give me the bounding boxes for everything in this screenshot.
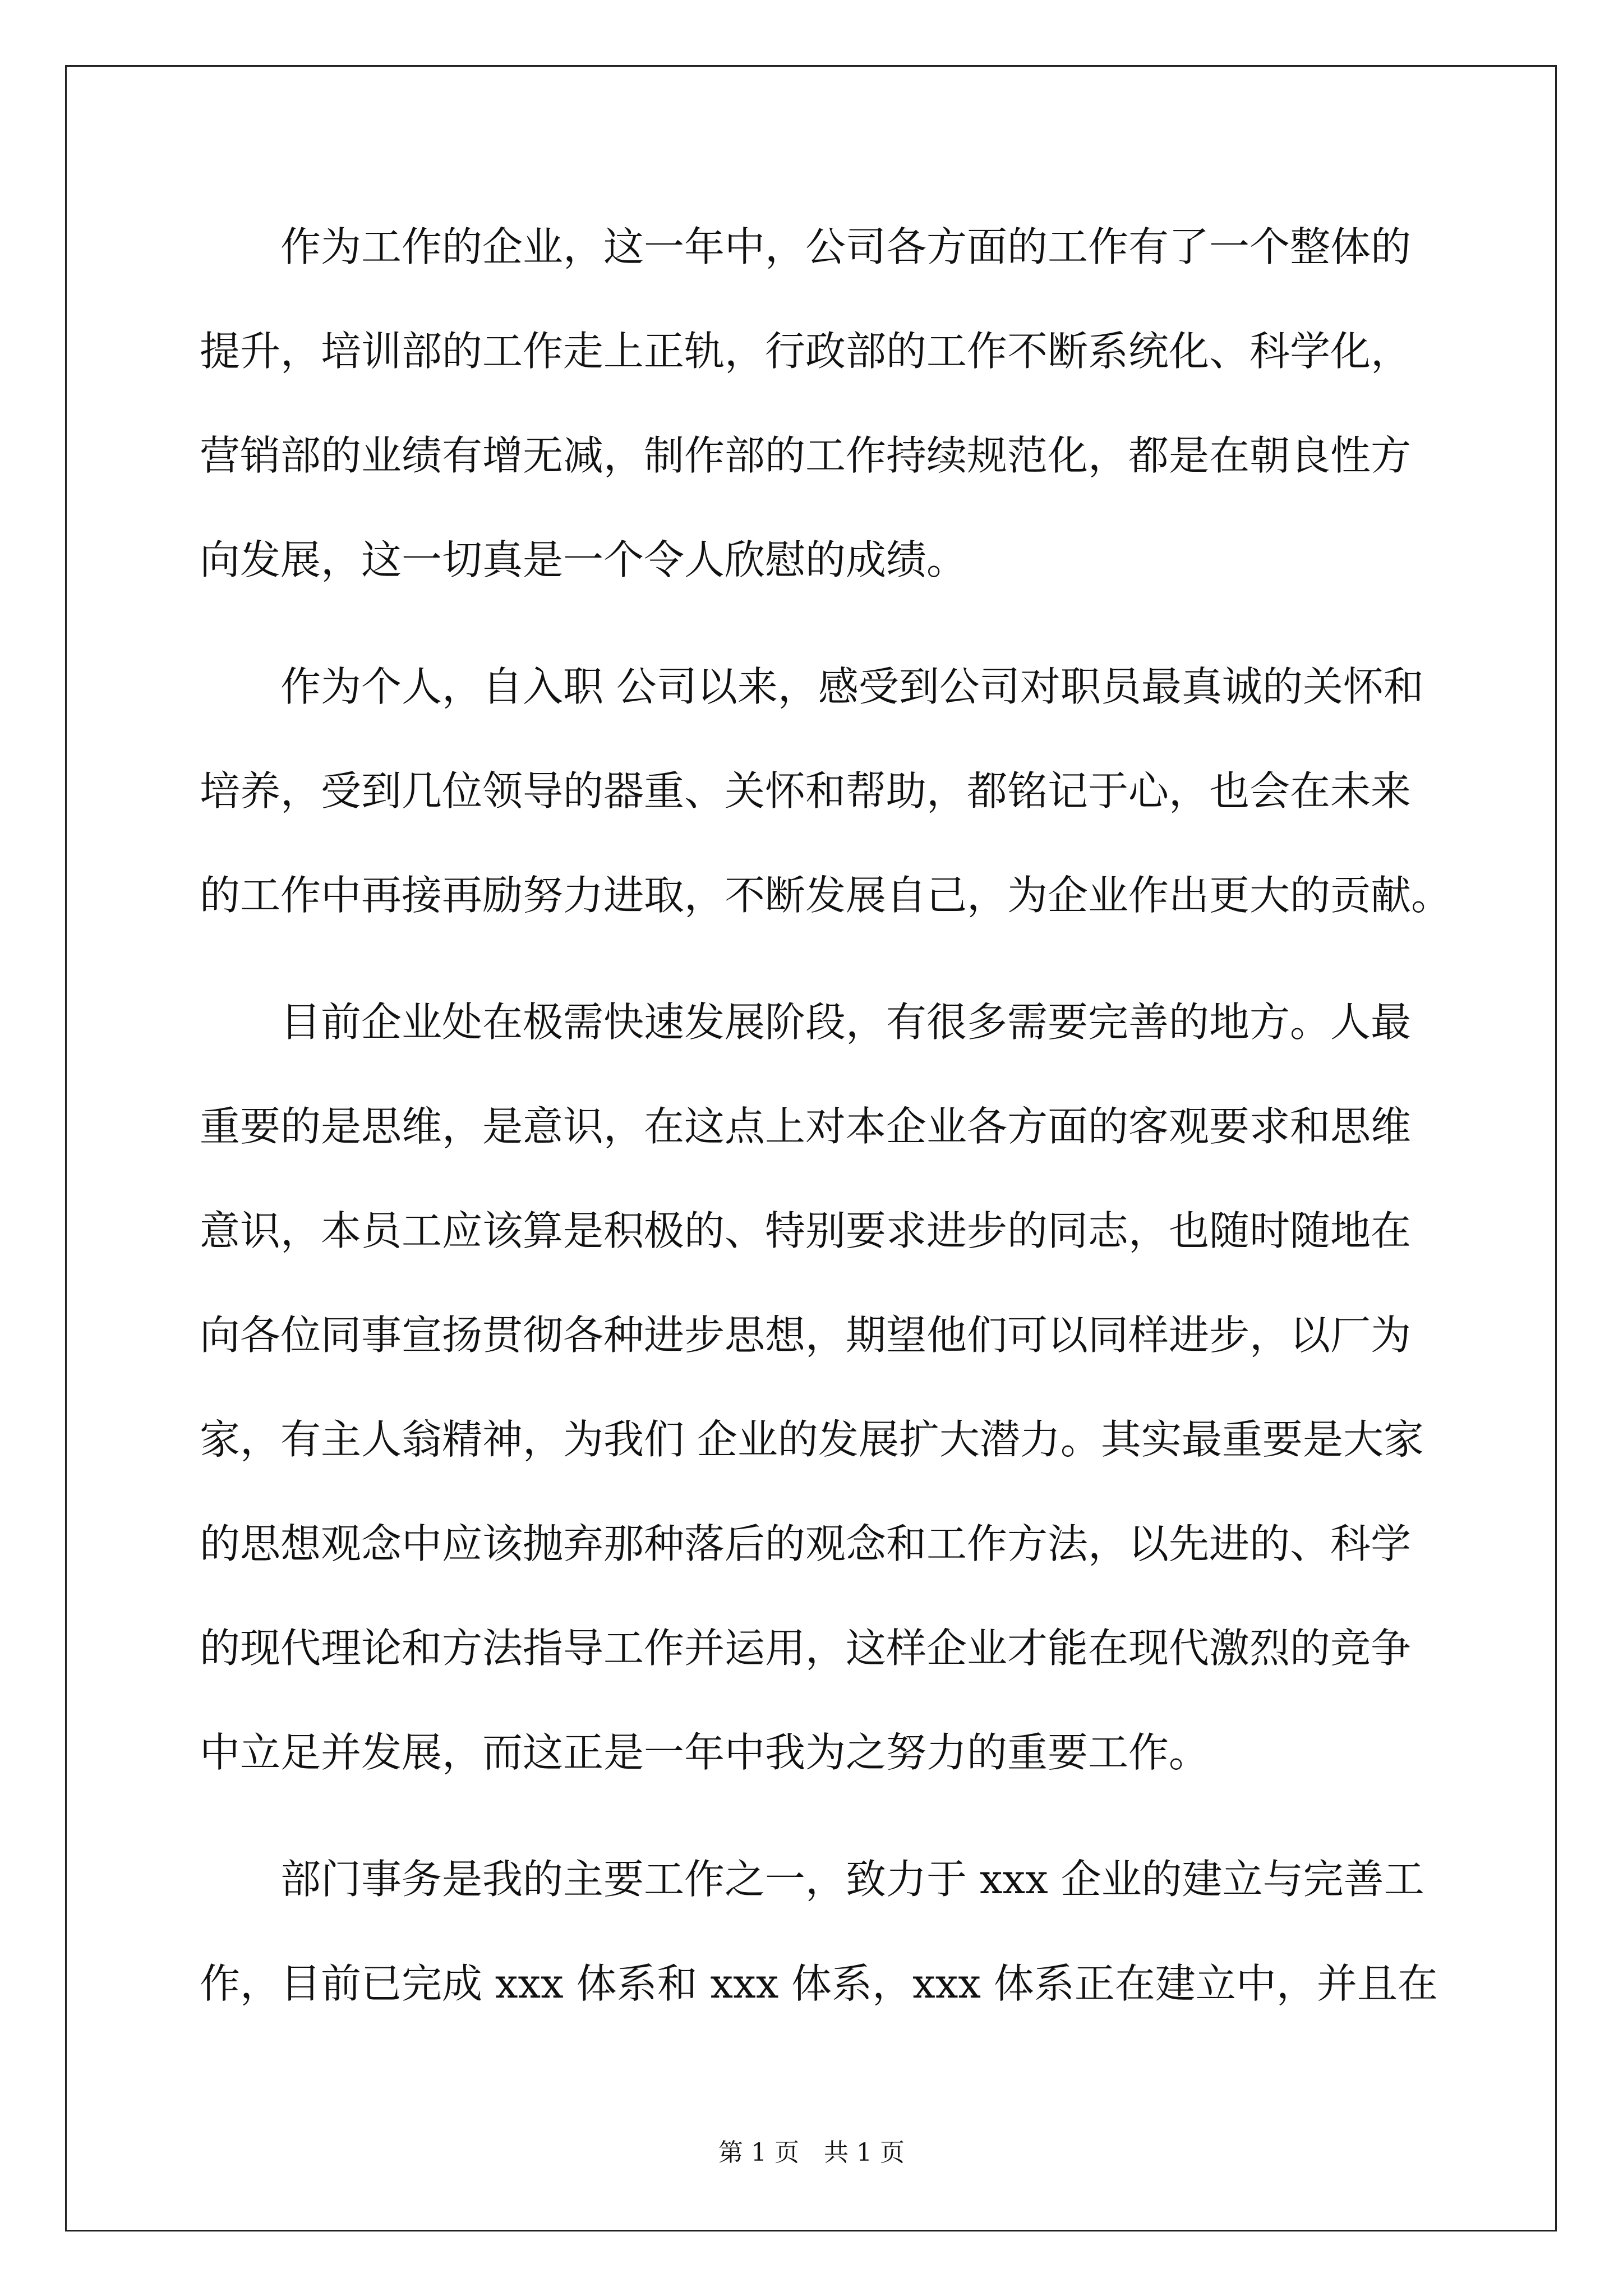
text-line: 培养，受到几位领导的器重、关怀和帮助，都铭记于心，也会在未来: [200, 767, 1412, 815]
text-line: 的思想观念中应该抛弃那种落后的观念和工作方法，以先进的、科学: [200, 1520, 1412, 1567]
page-number: 第 1 页 共 1 页: [718, 2138, 905, 2167]
text-line: 中立足并发展，而这正是一年中我为之努力的重要工作。: [200, 1729, 1210, 1776]
text-line: 作为个人，自入职 公司以来，感受到公司对职员最真诚的关怀和: [200, 663, 1424, 710]
text-line: 向各位同事宣扬贯彻各种进步思想，期望他们可以同样进步，以厂为: [200, 1312, 1412, 1359]
text-line: 作为工作的企业，这一年中，公司各方面的工作有了一个整体的: [200, 223, 1412, 270]
text-line: 目前企业处在极需快速发展阶段，有很多需要完善的地方。人最: [200, 999, 1412, 1046]
text-line: 家，有主人翁精神，为我们 企业的发展扩大潜力。其实最重要是大家: [200, 1416, 1424, 1463]
text-line: 的工作中再接再励努力进取，不断发展自己，为企业作出更大的贡献。: [200, 872, 1452, 919]
text-line: 提升，培训部的工作走上正轨，行政部的工作不断系统化、科学化，: [200, 328, 1412, 375]
text-line: 意识，本员工应该算是积极的、特别要求进步的同志，也随时随地在: [200, 1207, 1412, 1254]
text-line: 作，目前已完成 xxx 体系和 xxx 体系，xxx 体系正在建立中，并且在: [200, 1960, 1438, 2007]
text-line: 向发展，这一切真是一个令人欣慰的成绩。: [200, 536, 967, 583]
text-line: 营销部的业绩有增无减，制作部的工作持续规范化，都是在朝良性方: [200, 432, 1412, 479]
text-line: 重要的是思维，是意识，在这点上对本企业各方面的客观要求和思维: [200, 1103, 1412, 1150]
text-line: 的现代理论和方法指导工作并运用，这样企业才能在现代激烈的竞争: [200, 1625, 1412, 1672]
text-line: 部门事务是我的主要工作之一，致力于 xxx 企业的建立与完善工: [200, 1856, 1424, 1903]
